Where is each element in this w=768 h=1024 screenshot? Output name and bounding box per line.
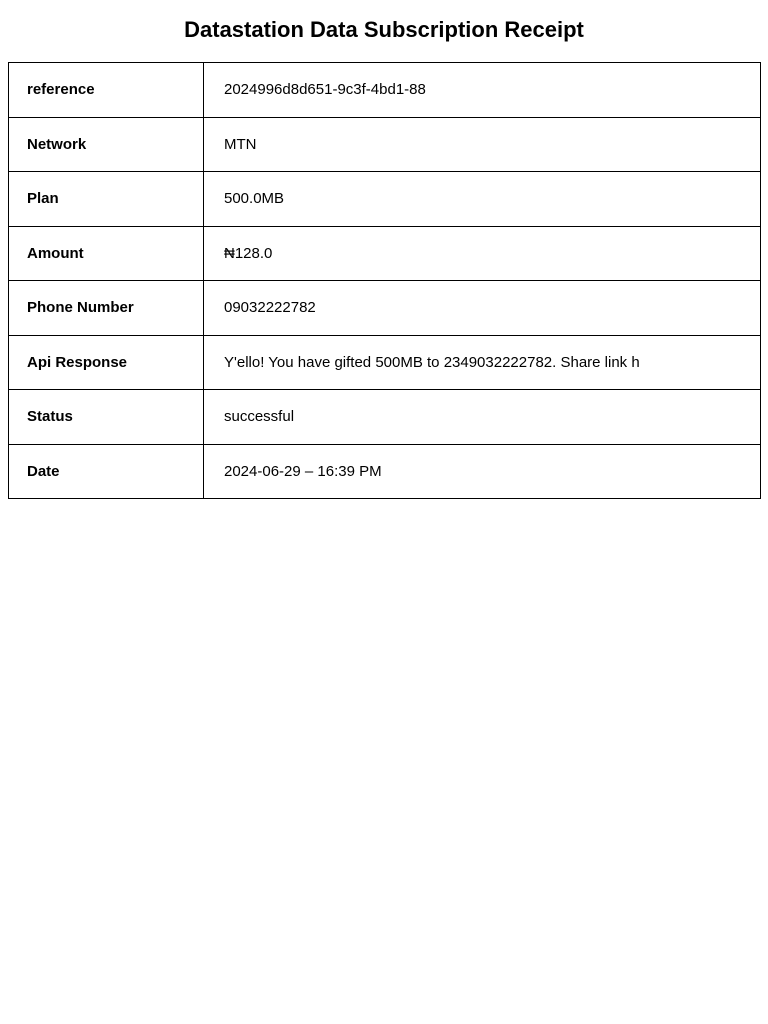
row-reference [9, 63, 761, 118]
phone-number-label: Phone Number [9, 281, 204, 336]
amount-label: Amount [9, 226, 204, 281]
date-value: 2024-06-29 – 16:39 PM [204, 444, 761, 499]
plan-value: 500.0MB [204, 172, 761, 227]
network-value: MTN [204, 117, 761, 172]
row-plan [9, 172, 761, 227]
receipt-table [8, 62, 761, 499]
row-amount [9, 226, 761, 281]
api-response-value: Y'ello! You have gifted 500MB to 2349032222782. Share link h [204, 335, 761, 390]
status-label: Status [9, 390, 204, 445]
amount-value: ₦128.0 [204, 226, 761, 281]
row-status [9, 390, 761, 445]
reference-value: 2024996d8d651-9c3f-4bd1-88 [204, 63, 761, 118]
row-date [9, 444, 761, 499]
reference-label: reference [9, 63, 204, 118]
row-phone-number [9, 281, 761, 336]
row-network [9, 117, 761, 172]
phone-number-value: 09032222782 [204, 281, 761, 336]
api-response-label: Api Response [9, 335, 204, 390]
date-label: Date [9, 444, 204, 499]
row-api-response [9, 335, 761, 390]
plan-label: Plan [9, 172, 204, 227]
status-value: successful [204, 390, 761, 445]
receipt-title: Datastation Data Subscription Receipt [184, 17, 584, 42]
network-label: Network [9, 117, 204, 172]
